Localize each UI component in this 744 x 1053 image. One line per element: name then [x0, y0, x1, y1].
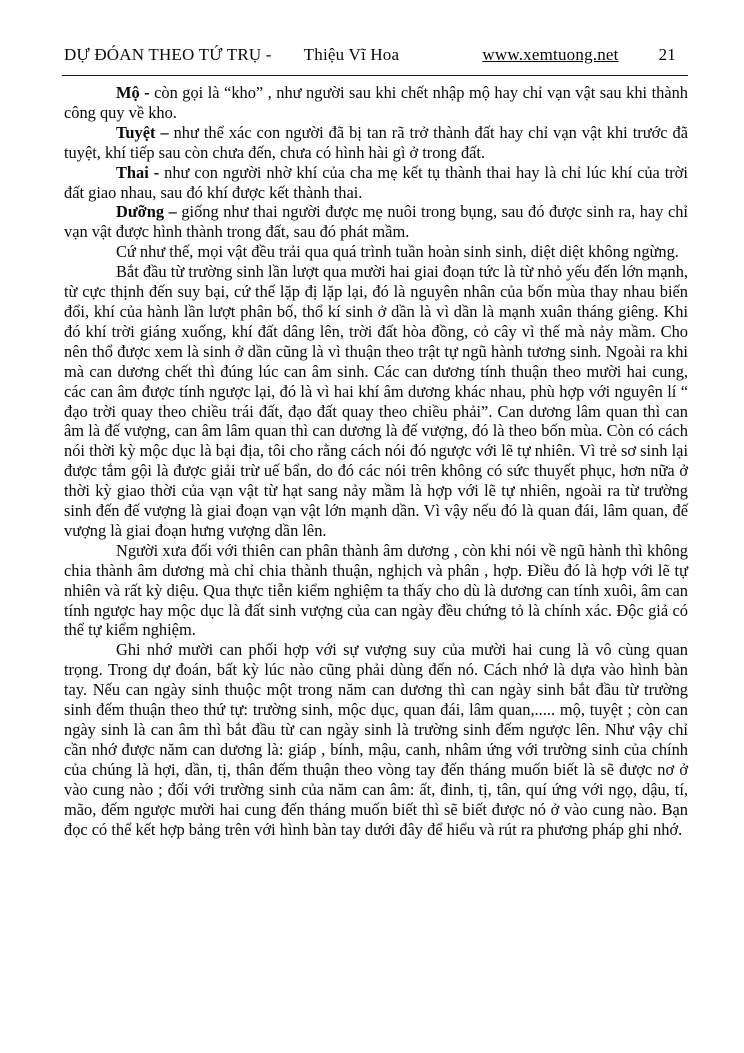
- page-body: [64, 83, 688, 839]
- paragraph-text: giống như thai người được mẹ nuôi trong bụng, sau đó được sinh ra, hay chỉ vạn vật được hình thành trong đất, sau đó phát mầm.: [64, 202, 688, 242]
- paragraph-lead: Tuyệt –: [116, 122, 169, 142]
- paragraph: [64, 163, 688, 203]
- paragraph-lead: Thai -: [116, 162, 160, 182]
- paragraph: [64, 123, 688, 163]
- paragraph-lead: Dưỡng –: [116, 202, 177, 222]
- paragraph-text: Ghi nhớ mười can phối hợp với sự vượng suy của mười hai cung là vô cùng quan trọng. Trong dự đoán, bất kỳ lúc nào cũng phải dùng đến nó. Cách nhớ là dựa vào hình bàn tay. Nếu can ngày sinh thuộc một trong năm can dương thì can ngày sinh bắt đầu từ trường sinh đếm thuận theo thứ tự: trường sinh, mộc dục, quan đái, lâm quan,..... mộ, tuyệt ; còn can ngày sinh là can âm thì bắt đầu từ can ngày sinh là trường sinh đếm ngược lên. Như vậy chỉ cần nhớ được năm can dương là: giáp , bính, mậu, canh, nhâm ứng với trường sinh của chính của chúng là hợi, dần, tị, thân đếm thuận theo vòng tay đến tháng muốn biết là sẽ được nơ ở vào cung nào ; đối với trường sinh của năm can âm: ất, đinh, tị, tân, quí ứng với ngọ, dậu, tí, mão, đếm ngược mười hai cung đến tháng muốn biết thì sẽ biết được nó ở vào cung nào. Bạn đọc có thể kết hợp bảng trên với hình bàn tay dưới đây để hiểu và rút ra phương pháp ghi nhớ.: [64, 640, 688, 839]
- paragraph-text: như thể xác con người đã bị tan rã trở thành đất hay chỉ vạn vật khi trước đã tuyệt, khí tiếp sau còn chưa đến, chưa có hình hài gì ở trong đất.: [64, 122, 688, 162]
- paragraph-text: như con người nhờ khí của cha mẹ kết tụ thành thai hay là chỉ lúc khí của trời đất giao nhau, sau đó khí được kết thành thai.: [64, 162, 688, 202]
- paragraph-text: còn gọi là “kho” , như người sau khi chết nhập mộ hay chỉ vạn vật sau khi thành công quy về kho.: [64, 83, 688, 122]
- author-name: Thiệu Vĩ Hoa: [303, 45, 400, 64]
- book-title: DỰ ĐÓAN THEO TỨ TRỤ -: [64, 45, 272, 64]
- page-header: [64, 45, 688, 65]
- paragraph-lead: Mộ -: [116, 83, 150, 102]
- page-number: 21: [658, 45, 676, 64]
- paragraph: [64, 541, 688, 641]
- paragraph: [64, 262, 688, 541]
- paragraph: [64, 640, 688, 839]
- paragraph: [64, 242, 688, 262]
- paragraph-text: Cứ như thế, mọi vật đều trải qua quá trình tuần hoàn sinh sinh, diệt diệt không ngừng.: [116, 242, 679, 262]
- paragraph: [64, 83, 688, 123]
- header-divider: [62, 75, 688, 76]
- paragraph: [64, 202, 688, 242]
- website-link[interactable]: www.xemtuong.net: [482, 45, 619, 64]
- paragraph-text: Bắt đầu từ trường sinh lần lượt qua mười hai giai đoạn tức là từ nhỏ yếu đến lớn mạnh, từ cực thịnh đến suy bại, cứ thế lặp đị lặp lại, đó là nguyên nhân của bốn mùa thay nhau biến đổi, khí của hành lần lượt phân bố, thổ kí sinh ở dần là vì dần là mạnh xuân tháng giêng. Khi đó khí trời giáng xuống, khí đất dâng lên, trời đất hòa đồng, cỏ cây vì thế mà nảy mầm. Cho nên thổ được xem là sinh ở dần cũng là vì thuận theo trật tự ngũ hành tương sinh. Ngoài ra khi mà can dương chết thì đúng lúc can âm sinh. Các can dương tính thuận theo mười hai cung, các can âm được tính ngược lại, đó là vì hai khí âm dương khác nhau, phù hợp với nguyên lí “ đạo trời quay theo chiều trái đất, đạo đất quay theo chiều phải”. Can dương lâm quan thì can âm là đế vượng, can âm lâm quan thì can dương là đế vượng, đó là theo bốn mùa. Còn có cách nói thời kỳ mộc dục là bại địa, tôi cho rằng cách nói đó ngược với lẽ tự nhiên. Vì trẻ sơ sinh lại được tắm gội là được giải trừ uế bẩn, do đó các nói trên không có sức thuyết phục, hơn nữa ở thời kỳ giao thời của vạn vật từ hạt sang nảy mầm là hợp với lẽ tự nhiên, ngoài ra từ trường sinh đến đế vượng là giai đoạn vạn vật lớn mạnh dần. Vì vậy nếu đó là quan đái, lâm quan, đế vượng là giai đoạn hưng vượng dần lên.: [64, 262, 688, 540]
- paragraph-text: Người xưa đối với thiên can phân thành âm dương , còn khi nói về ngũ hành thì không chia thành âm dương mà chỉ chia thành thuận, nghịch và phân , hợp. Điều đó là hợp với lẽ tự nhiên và rất kỳ diệu. Qua thực tiễn kiểm nghiệm ta thấy cho dù là dương can tính xuôi, âm can tính ngược hay mộc dục là đất sinh vượng của can ngày đều chứng tỏ là chính xác. Độc giả có thể tự kiểm nghiệm.: [64, 540, 688, 640]
